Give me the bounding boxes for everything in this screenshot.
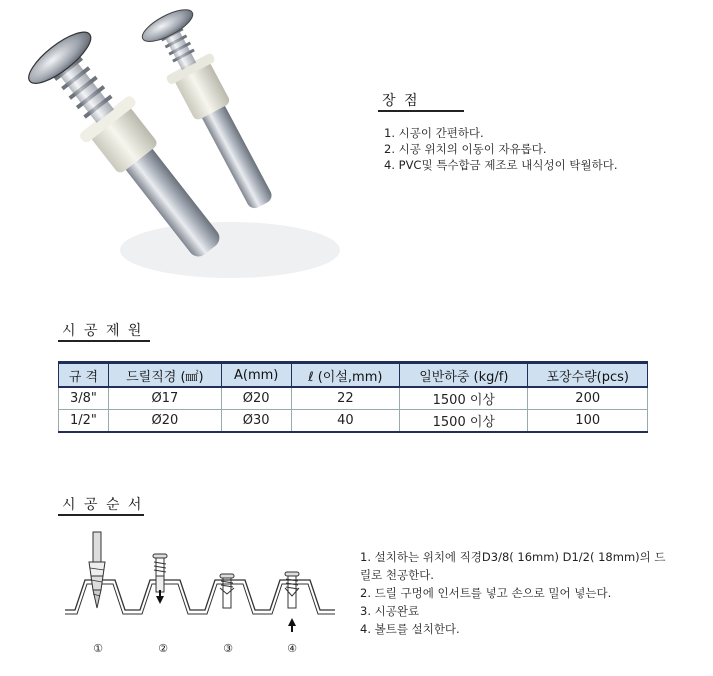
spec-cell: Ø20 bbox=[108, 410, 221, 433]
spec-title: 시 공 제 원 bbox=[62, 323, 144, 339]
spec-cell: 22 bbox=[291, 387, 400, 410]
spec-header-cell: 드릴직경 (㎟) bbox=[108, 363, 221, 388]
spec-cell: 100 bbox=[528, 410, 648, 433]
spec-cell: 200 bbox=[528, 387, 648, 410]
procedure-list bbox=[360, 548, 666, 638]
advantages-underline bbox=[378, 110, 464, 112]
spec-table bbox=[58, 361, 648, 433]
step-number: ③ bbox=[223, 642, 233, 655]
advantage-item: 2. 시공 위치의 이동이 자유롭다. bbox=[384, 142, 547, 156]
procedure-diagram bbox=[60, 528, 340, 636]
step-number: ④ bbox=[287, 642, 297, 655]
procedure-item: 릴로 천공한다. bbox=[360, 568, 434, 582]
spec-cell: Ø20 bbox=[221, 387, 291, 410]
step-number: ② bbox=[158, 642, 168, 655]
advantage-item: 1. 시공이 간편하다. bbox=[384, 126, 484, 140]
procedure-title: 시 공 순 서 bbox=[62, 497, 144, 513]
procedure-underline bbox=[58, 514, 144, 516]
insert-step-icon bbox=[153, 554, 167, 604]
photo-shadow bbox=[120, 222, 340, 278]
table-row bbox=[59, 410, 648, 433]
advantages-title: 장 점 bbox=[382, 93, 420, 109]
bolt-step-icon bbox=[285, 572, 299, 632]
spec-cell: 1/2" bbox=[59, 410, 109, 433]
spec-cell: Ø17 bbox=[108, 387, 221, 410]
procedure-item: 4. 볼트를 설치한다. bbox=[360, 622, 460, 636]
spec-header-cell: 일반하중 (kg/f) bbox=[400, 363, 528, 388]
spec-cell: 40 bbox=[291, 410, 400, 433]
spec-header-cell: 포장수량(pcs) bbox=[528, 363, 648, 388]
spec-underline bbox=[58, 340, 150, 342]
spec-header-cell: ℓ (이설,mm) bbox=[291, 363, 400, 388]
spec-cell: 1500 이상 bbox=[400, 410, 528, 433]
procedure-item: 1. 설치하는 위치에 직경D3/8( 16mm) D1/2( 18mm)의 드 bbox=[360, 550, 666, 564]
step-number: ① bbox=[93, 642, 103, 655]
spec-cell: 3/8" bbox=[59, 387, 109, 410]
procedure-item: 2. 드릴 구멍에 인서트를 넣고 손으로 밀어 넣는다. bbox=[360, 586, 612, 600]
spec-header-cell: 규 격 bbox=[59, 363, 109, 388]
product-photo bbox=[0, 0, 340, 300]
spec-header-cell: A(mm) bbox=[221, 363, 291, 388]
procedure-item: 3. 시공완료 bbox=[360, 604, 420, 618]
spec-header-row bbox=[59, 363, 648, 388]
table-row bbox=[59, 387, 648, 410]
spec-cell: 1500 이상 bbox=[400, 387, 528, 410]
installed-step-icon bbox=[220, 574, 234, 608]
spec-cell: Ø30 bbox=[221, 410, 291, 433]
advantage-item: 4. PVC및 특수합금 제조로 내식성이 탁월하다. bbox=[384, 158, 618, 172]
drill-icon bbox=[89, 532, 105, 608]
advantages-list bbox=[384, 125, 617, 173]
